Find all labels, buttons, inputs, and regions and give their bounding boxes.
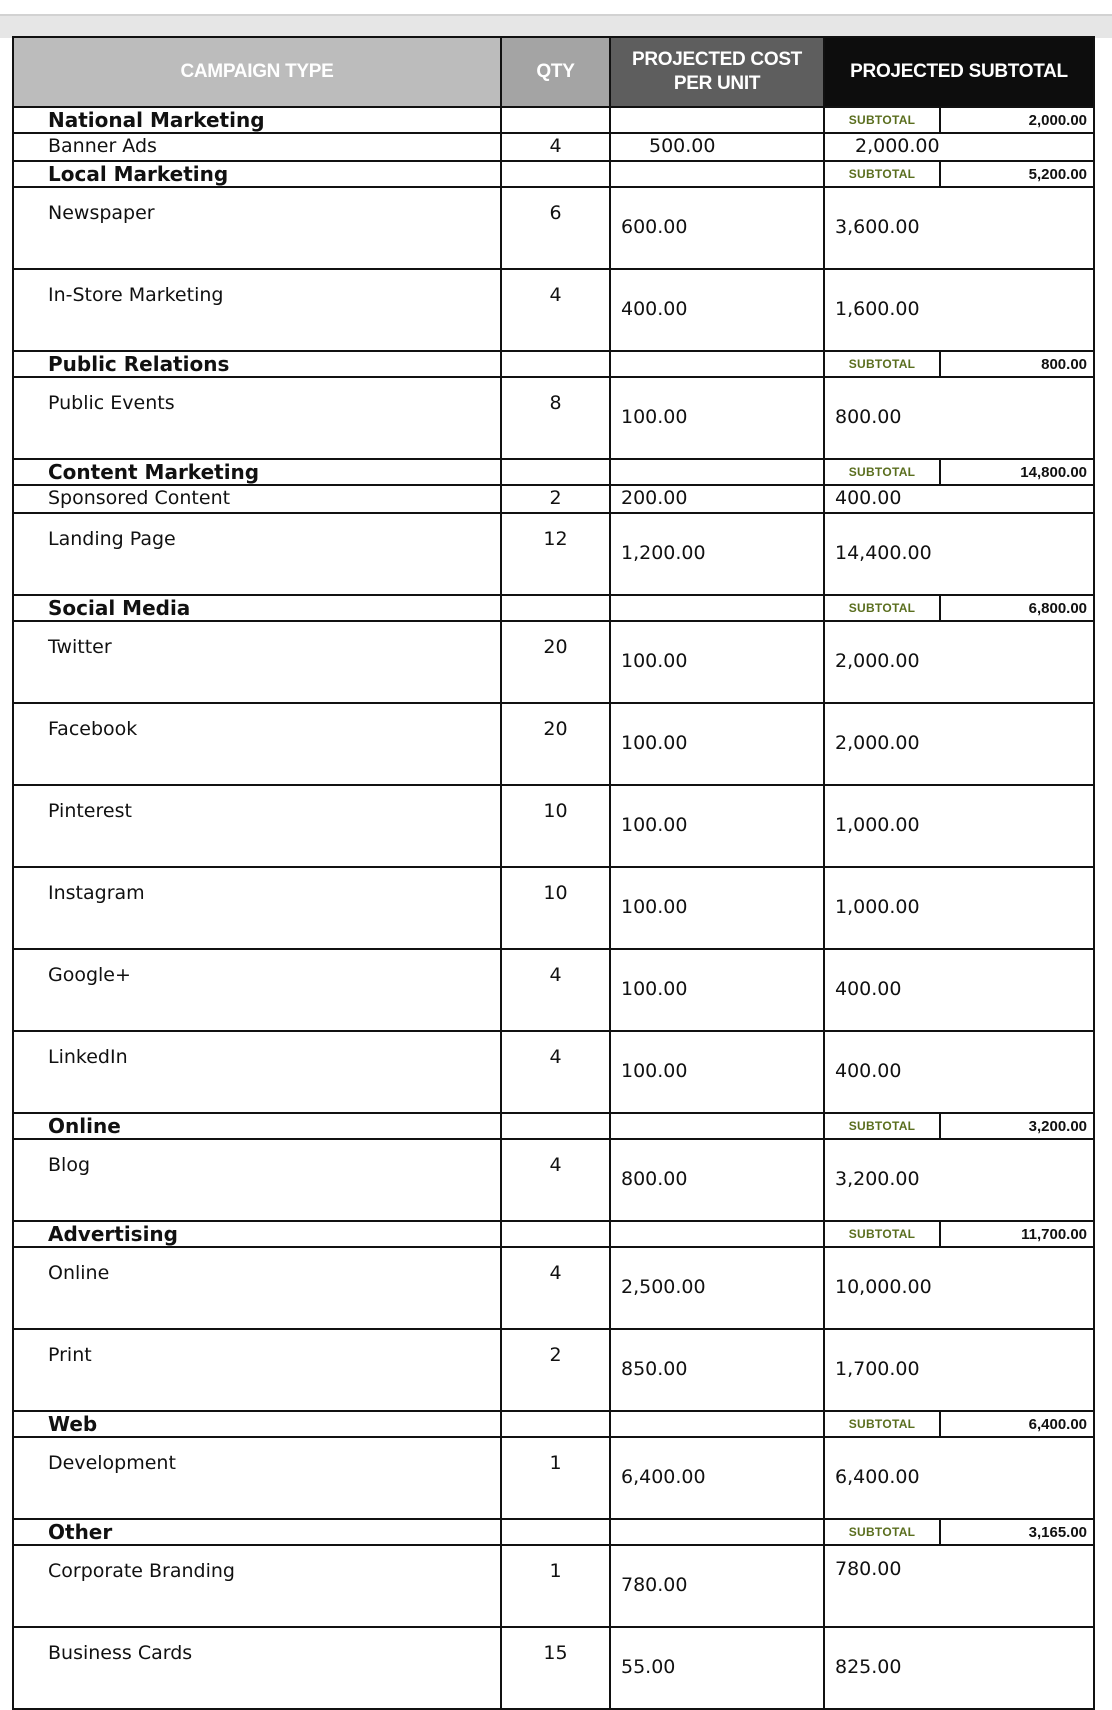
category-name[interactable]: Public Relations	[13, 351, 501, 377]
item-row	[13, 1031, 1094, 1113]
item-cost-per-unit[interactable]: 500.00	[610, 133, 824, 161]
item-qty[interactable]: 4	[501, 1031, 610, 1113]
item-row	[13, 269, 1094, 351]
item-row	[13, 621, 1094, 703]
item-name[interactable]: Development	[13, 1437, 501, 1519]
category-cost-cell[interactable]	[610, 1113, 824, 1139]
item-qty[interactable]: 20	[501, 703, 610, 785]
subtotal-label: SUBTOTAL	[824, 1519, 940, 1545]
item-row	[13, 513, 1094, 595]
item-qty[interactable]: 4	[501, 949, 610, 1031]
item-subtotal[interactable]: 6,400.00	[824, 1437, 1094, 1519]
category-subtotal[interactable]: 11,700.00	[940, 1221, 1094, 1247]
category-subtotal[interactable]: 6,400.00	[940, 1411, 1094, 1437]
category-qty-cell[interactable]	[501, 1411, 610, 1437]
sheet-top-strip	[0, 14, 1112, 38]
category-name[interactable]: National Marketing	[13, 107, 501, 133]
item-row	[13, 1139, 1094, 1221]
category-qty-cell[interactable]	[501, 1221, 610, 1247]
item-name[interactable]: Facebook	[13, 703, 501, 785]
item-row	[13, 949, 1094, 1031]
item-subtotal[interactable]: 825.00	[824, 1627, 1094, 1709]
item-cost-per-unit[interactable]: 1,200.00	[610, 513, 824, 595]
item-qty[interactable]: 6	[501, 187, 610, 269]
category-name[interactable]: Online	[13, 1113, 501, 1139]
item-name[interactable]: Twitter	[13, 621, 501, 703]
item-subtotal[interactable]: 3,200.00	[824, 1139, 1094, 1221]
item-qty[interactable]: 1	[501, 1437, 610, 1519]
item-subtotal[interactable]: 780.00	[824, 1545, 1094, 1627]
category-subtotal[interactable]: 14,800.00	[940, 459, 1094, 485]
item-name[interactable]: Online	[13, 1247, 501, 1329]
category-row	[13, 595, 1094, 621]
category-subtotal[interactable]: 2,000.00	[940, 107, 1094, 133]
category-qty-cell[interactable]	[501, 161, 610, 187]
category-subtotal[interactable]: 3,165.00	[940, 1519, 1094, 1545]
category-row	[13, 1519, 1094, 1545]
item-subtotal[interactable]: 1,000.00	[824, 867, 1094, 949]
item-row	[13, 867, 1094, 949]
item-row	[13, 1329, 1094, 1411]
category-row	[13, 1221, 1094, 1247]
item-qty[interactable]: 20	[501, 621, 610, 703]
subtotal-label: SUBTOTAL	[824, 1113, 940, 1139]
table-body	[13, 107, 1094, 1709]
item-qty[interactable]: 4	[501, 1247, 610, 1329]
item-row	[13, 1247, 1094, 1329]
item-subtotal[interactable]: 1,000.00	[824, 785, 1094, 867]
header-campaign-type: CAMPAIGN TYPE	[13, 37, 501, 107]
category-qty-cell[interactable]	[501, 351, 610, 377]
item-name[interactable]: Pinterest	[13, 785, 501, 867]
item-row	[13, 187, 1094, 269]
header-cost-per-unit: PROJECTED COST PER UNIT	[610, 37, 824, 107]
item-cost-per-unit[interactable]: 55.00	[610, 1627, 824, 1709]
item-qty[interactable]: 1	[501, 1545, 610, 1627]
item-name[interactable]: Sponsored Content	[13, 485, 501, 513]
item-subtotal[interactable]: 2,000.00	[824, 703, 1094, 785]
category-name[interactable]: Social Media	[13, 595, 501, 621]
header-projected-subtotal: PROJECTED SUBTOTAL	[824, 37, 1094, 107]
item-cost-per-unit[interactable]: 400.00	[610, 269, 824, 351]
item-cost-per-unit[interactable]: 800.00	[610, 1139, 824, 1221]
subtotal-label: SUBTOTAL	[824, 595, 940, 621]
item-qty[interactable]: 2	[501, 1329, 610, 1411]
category-qty-cell[interactable]	[501, 459, 610, 485]
campaign-budget-table	[12, 36, 1095, 1710]
item-row	[13, 1545, 1094, 1627]
category-name[interactable]: Advertising	[13, 1221, 501, 1247]
item-qty[interactable]: 4	[501, 269, 610, 351]
item-subtotal[interactable]: 400.00	[824, 485, 1094, 513]
item-cost-per-unit[interactable]: 600.00	[610, 187, 824, 269]
item-cost-per-unit[interactable]: 2,500.00	[610, 1247, 824, 1329]
item-name[interactable]: LinkedIn	[13, 1031, 501, 1113]
category-name[interactable]: Content Marketing	[13, 459, 501, 485]
category-row	[13, 1411, 1094, 1437]
item-row	[13, 785, 1094, 867]
item-name[interactable]: Blog	[13, 1139, 501, 1221]
subtotal-label: SUBTOTAL	[824, 1221, 940, 1247]
item-cost-per-unit[interactable]: 850.00	[610, 1329, 824, 1411]
item-qty[interactable]: 4	[501, 133, 610, 161]
item-name[interactable]: Business Cards	[13, 1627, 501, 1709]
category-subtotal[interactable]: 5,200.00	[940, 161, 1094, 187]
category-row	[13, 161, 1094, 187]
item-subtotal[interactable]: 2,000.00	[824, 133, 1094, 161]
item-subtotal[interactable]: 400.00	[824, 949, 1094, 1031]
item-name[interactable]: Print	[13, 1329, 501, 1411]
item-row	[13, 1437, 1094, 1519]
item-name[interactable]: Corporate Branding	[13, 1545, 501, 1627]
item-subtotal[interactable]: 14,400.00	[824, 513, 1094, 595]
item-subtotal[interactable]: 1,700.00	[824, 1329, 1094, 1411]
item-name[interactable]: Banner Ads	[13, 133, 501, 161]
category-qty-cell[interactable]	[501, 1519, 610, 1545]
category-subtotal[interactable]: 6,800.00	[940, 595, 1094, 621]
item-cost-per-unit[interactable]: 100.00	[610, 377, 824, 459]
item-name[interactable]: Landing Page	[13, 513, 501, 595]
item-cost-per-unit[interactable]: 100.00	[610, 1031, 824, 1113]
category-qty-cell[interactable]	[501, 1113, 610, 1139]
item-cost-per-unit[interactable]: 100.00	[610, 949, 824, 1031]
item-row	[13, 133, 1094, 161]
category-subtotal[interactable]: 3,200.00	[940, 1113, 1094, 1139]
item-qty[interactable]: 10	[501, 785, 610, 867]
category-qty-cell[interactable]	[501, 107, 610, 133]
item-qty[interactable]: 15	[501, 1627, 610, 1709]
category-name[interactable]: Other	[13, 1519, 501, 1545]
category-cost-cell[interactable]	[610, 459, 824, 485]
item-name[interactable]: Instagram	[13, 867, 501, 949]
item-cost-per-unit[interactable]: 100.00	[610, 703, 824, 785]
item-cost-per-unit[interactable]: 100.00	[610, 621, 824, 703]
item-row	[13, 1627, 1094, 1709]
category-cost-cell[interactable]	[610, 595, 824, 621]
category-cost-cell[interactable]	[610, 107, 824, 133]
category-cost-cell[interactable]	[610, 161, 824, 187]
header-qty: QTY	[501, 37, 610, 107]
item-qty[interactable]: 4	[501, 1139, 610, 1221]
category-row	[13, 1113, 1094, 1139]
item-cost-per-unit[interactable]: 200.00	[610, 485, 824, 513]
subtotal-label: SUBTOTAL	[824, 1411, 940, 1437]
item-cost-per-unit[interactable]: 6,400.00	[610, 1437, 824, 1519]
category-cost-cell[interactable]	[610, 1519, 824, 1545]
item-qty[interactable]: 10	[501, 867, 610, 949]
category-subtotal[interactable]: 800.00	[940, 351, 1094, 377]
item-qty[interactable]: 12	[501, 513, 610, 595]
item-qty[interactable]: 8	[501, 377, 610, 459]
item-name[interactable]: Newspaper	[13, 187, 501, 269]
item-name[interactable]: In-Store Marketing	[13, 269, 501, 351]
item-subtotal[interactable]: 1,600.00	[824, 269, 1094, 351]
item-name[interactable]: Google+	[13, 949, 501, 1031]
category-row	[13, 107, 1094, 133]
item-cost-per-unit[interactable]: 100.00	[610, 867, 824, 949]
category-name[interactable]: Web	[13, 1411, 501, 1437]
table-header-row	[13, 37, 1094, 107]
category-cost-cell[interactable]	[610, 1221, 824, 1247]
category-name[interactable]: Local Marketing	[13, 161, 501, 187]
item-subtotal[interactable]: 400.00	[824, 1031, 1094, 1113]
item-subtotal[interactable]: 800.00	[824, 377, 1094, 459]
subtotal-label: SUBTOTAL	[824, 161, 940, 187]
item-subtotal[interactable]: 2,000.00	[824, 621, 1094, 703]
item-subtotal[interactable]: 10,000.00	[824, 1247, 1094, 1329]
category-row	[13, 351, 1094, 377]
item-row	[13, 703, 1094, 785]
subtotal-label: SUBTOTAL	[824, 351, 940, 377]
category-cost-cell[interactable]	[610, 351, 824, 377]
category-cost-cell[interactable]	[610, 1411, 824, 1437]
subtotal-label: SUBTOTAL	[824, 459, 940, 485]
item-cost-per-unit[interactable]: 780.00	[610, 1545, 824, 1627]
item-qty[interactable]: 2	[501, 485, 610, 513]
category-row	[13, 459, 1094, 485]
subtotal-label: SUBTOTAL	[824, 107, 940, 133]
item-row	[13, 485, 1094, 513]
item-name[interactable]: Public Events	[13, 377, 501, 459]
category-qty-cell[interactable]	[501, 595, 610, 621]
item-row	[13, 377, 1094, 459]
item-cost-per-unit[interactable]: 100.00	[610, 785, 824, 867]
item-subtotal[interactable]: 3,600.00	[824, 187, 1094, 269]
